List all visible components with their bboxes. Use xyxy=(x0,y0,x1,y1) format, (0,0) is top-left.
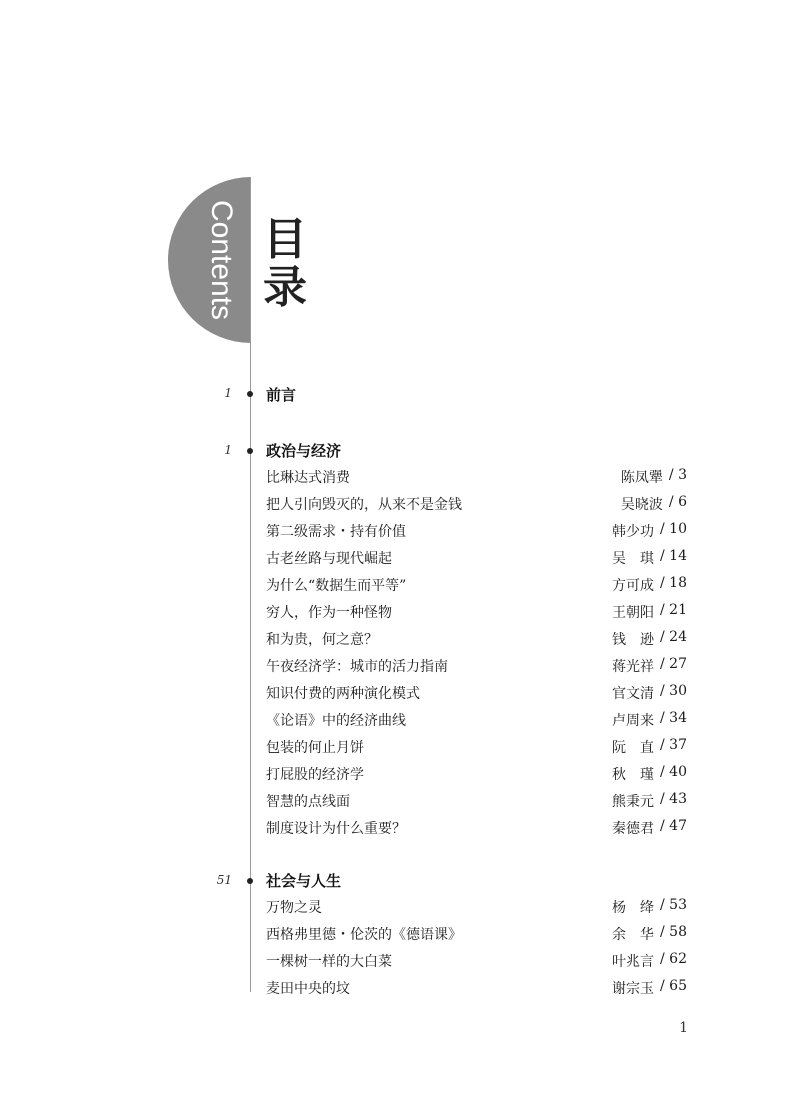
toc-entry-author: 陈凤犟 xyxy=(620,470,663,486)
toc-entry-title[interactable]: 知识付费的两种演化模式 xyxy=(266,686,420,702)
toc-entry-meta xyxy=(612,656,687,676)
toc-entry-title[interactable]: 智慧的点线面 xyxy=(266,794,350,810)
section-page-number: 51 xyxy=(216,873,232,887)
toc-entry-author: 谢宗玉 xyxy=(612,981,655,997)
toc-entry-meta xyxy=(612,924,687,944)
toc-entry-page: / 47 xyxy=(660,818,687,834)
title-char-mu: 目 xyxy=(263,214,307,265)
toc-entry-author: 杨 绛 xyxy=(612,900,655,916)
toc-entry-title[interactable]: 打屁股的经济学 xyxy=(266,767,364,783)
toc-entry-page: / 34 xyxy=(660,710,687,726)
toc-entry-meta xyxy=(612,818,687,838)
toc-entry-author: 钱 逊 xyxy=(612,632,655,648)
toc-entry-page: / 24 xyxy=(660,629,687,645)
toc-entry-title[interactable]: 把人引向毁灭的，从来不是金钱 xyxy=(266,497,462,513)
toc-entry-page: / 14 xyxy=(660,548,687,564)
toc-entry-title[interactable]: 为什么“数据生而平等” xyxy=(266,578,407,594)
toc-entry-meta xyxy=(621,467,687,487)
toc-entry-page: / 37 xyxy=(660,737,687,753)
toc-entry-meta xyxy=(612,548,687,568)
toc-entry-author: 吴 琪 xyxy=(612,551,655,567)
toc-entry-author: 方可成 xyxy=(612,578,655,594)
toc-entry-meta xyxy=(612,897,687,917)
toc-entry-page: / 18 xyxy=(660,575,687,591)
contents-label: Contents xyxy=(205,199,238,321)
toc-entry-title[interactable]: 第二级需求・持有价值 xyxy=(266,524,406,540)
toc-entry-meta xyxy=(612,737,687,757)
toc-entry-page: / 27 xyxy=(660,656,687,672)
toc-entry-page: / 53 xyxy=(660,897,687,913)
toc-entry-meta xyxy=(612,683,687,703)
toc-entry-title[interactable]: 《论语》中的经济曲线 xyxy=(266,713,406,729)
page-folio: 1 xyxy=(679,1020,688,1036)
toc-entry-page: / 30 xyxy=(660,683,687,699)
toc-entry-page: / 6 xyxy=(668,494,687,510)
toc-entry-title[interactable]: 比琳达式消费 xyxy=(266,470,350,486)
section-page-number: 1 xyxy=(224,386,232,400)
toc-entry-page: / 58 xyxy=(660,924,687,940)
toc-entry-author: 叶兆言 xyxy=(612,954,655,970)
toc-entry-page: / 62 xyxy=(660,951,687,967)
toc-vertical-rule xyxy=(250,177,251,992)
toc-entry-title[interactable]: 万物之灵 xyxy=(266,900,322,916)
toc-entry-page: / 3 xyxy=(668,467,687,483)
toc-entry-meta xyxy=(612,575,687,595)
toc-entry-meta xyxy=(612,521,687,541)
toc-entry-meta xyxy=(612,951,687,971)
toc-entry-author: 卢周来 xyxy=(612,713,655,729)
contents-half-circle xyxy=(168,177,334,343)
toc-entry-author: 王朝阳 xyxy=(612,605,655,621)
toc-entry-title[interactable]: 一棵树一样的大白菜 xyxy=(266,954,392,970)
toc-entry-page: / 40 xyxy=(660,764,687,780)
toc-entry-meta xyxy=(612,710,687,730)
toc-entry-author: 官文清 xyxy=(612,686,655,702)
toc-entry-author: 吴晓波 xyxy=(620,497,663,513)
toc-entry-author: 秋 瑾 xyxy=(612,767,655,783)
toc-entry-page: / 10 xyxy=(660,521,687,537)
toc-entry-meta xyxy=(612,764,687,784)
toc-entry-title[interactable]: 古老丝路与现代崛起 xyxy=(266,551,392,567)
toc-entry-title[interactable]: 制度设计为什么重要？ xyxy=(266,821,406,837)
toc-entry-author: 熊秉元 xyxy=(612,794,655,810)
section-title-politics-economy[interactable]: 政治与经济 xyxy=(266,442,342,460)
toc-entry-author: 秦德君 xyxy=(612,821,655,837)
toc-entry-author: 阮 直 xyxy=(612,740,655,756)
toc-entry-title[interactable]: 麦田中央的坟 xyxy=(266,981,350,997)
toc-entry-page: / 65 xyxy=(660,978,687,994)
toc-entry-title[interactable]: 西格弗里德・伦茨的《德语课》 xyxy=(266,927,462,943)
toc-entry-author: 蒋光祥 xyxy=(612,659,655,675)
toc-entry-title[interactable]: 包装的何止月饼 xyxy=(266,740,364,756)
toc-entry-meta xyxy=(612,602,687,622)
toc-entry-meta xyxy=(612,629,687,649)
toc-entry-title[interactable]: 和为贵，何之意？ xyxy=(266,632,378,648)
section-bullet xyxy=(247,448,253,454)
toc-entry-author: 韩少功 xyxy=(612,524,655,540)
toc-entry-meta xyxy=(612,791,687,811)
toc-entry-page: / 43 xyxy=(660,791,687,807)
section-bullet xyxy=(247,878,253,884)
section-bullet xyxy=(247,391,253,397)
section-title-preface[interactable]: 前言 xyxy=(266,386,297,404)
title-char-lu: 录 xyxy=(263,262,307,313)
toc-entry-meta xyxy=(621,494,687,514)
section-page-number: 1 xyxy=(224,443,232,457)
toc-entry-title[interactable]: 午夜经济学：城市的活力指南 xyxy=(266,659,448,675)
toc-entry-title[interactable]: 穷人，作为一种怪物 xyxy=(266,605,392,621)
toc-entry-meta xyxy=(612,978,687,998)
toc-entry-page: / 21 xyxy=(660,602,687,618)
section-title-society-life[interactable]: 社会与人生 xyxy=(266,872,342,890)
toc-entry-author: 余 华 xyxy=(612,927,655,943)
